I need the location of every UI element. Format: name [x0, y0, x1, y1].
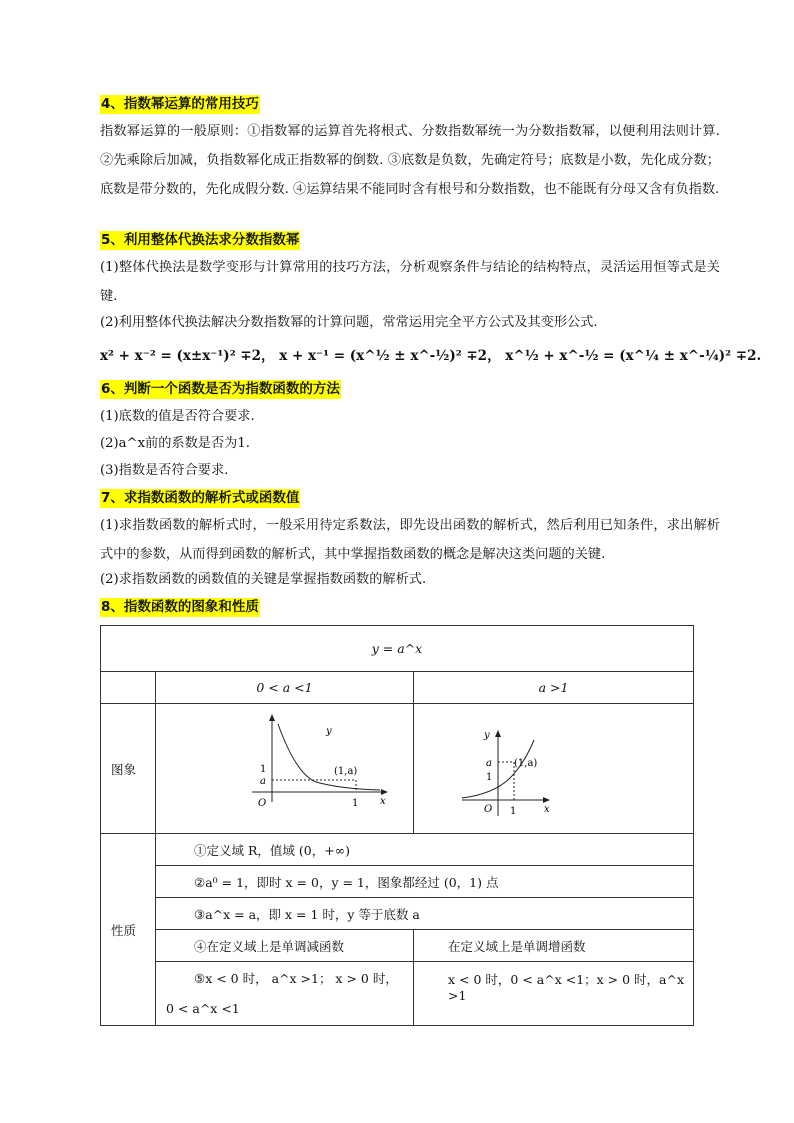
heading-4: 4、指数幂运算的常用技巧	[101, 96, 259, 112]
paragraph-7-1: (1)求指数函数的解析式时，一般采用待定系数法，即先设出函数的解析式，然后利用已知条件，求出解析式中的参数，从而得到函数的解析式，其中掌握指数函数的概念是解决这类问题的关键.	[100, 518, 720, 562]
paragraph-4: 指数幂运算的一般原则：①指数幂的运算首先将根式、分数指数幂统一为分数指数幂，以便利用法则计算. ②先乘除后加减，负指数幂化成正指数幂的倒数. ③底数是负数，先确定符号；底数是小数，先化成分数；底数是带分数的，先化成假分数. ④运算结果不能同时含有根号和分数指数，也不能既有分母又含有负指数.	[100, 124, 720, 197]
table-title: y = a^x	[101, 626, 694, 672]
row-label-properties: 性质	[101, 834, 156, 1026]
paragraph-5-2: (2)利用整体代换法解决分数指数幂的计算问题，常常运用完全平方公式及其变形公式.	[100, 315, 598, 330]
paragraph-7-2: (2)求指数函数的函数值的关键是掌握指数函数的解析式.	[100, 572, 427, 587]
graph-increasing	[414, 704, 693, 830]
graph-decreasing-cell	[156, 704, 414, 834]
x-one-label: 1	[510, 806, 517, 817]
formula-1: x² + x⁻² = (x±x⁻¹)² ∓2	[100, 348, 262, 364]
property-5-left	[156, 962, 414, 1026]
graph-decreasing	[156, 704, 413, 830]
formula-line	[100, 344, 761, 364]
y-one-label: 1	[486, 772, 493, 783]
list-item: (3)指数是否符合要求.	[100, 463, 229, 478]
list-item: (1)底数的值是否符合要求.	[100, 409, 255, 424]
property-4-left: ④在定义域上是单调减函数	[156, 930, 414, 962]
property-1: ①定义域 R，值域 (0，+∞)	[156, 834, 694, 866]
y-one-label: 1	[260, 764, 267, 775]
list-item: (2)a^x前的系数是否为1.	[100, 436, 250, 451]
row-label-graph: 图象	[101, 704, 156, 834]
property-4-right: 在定义域上是单调增函数	[414, 930, 694, 962]
col-header-decreasing: 0 < a <1	[156, 672, 414, 704]
heading-6: 6、判断一个函数是否为指数函数的方法	[101, 381, 340, 397]
table-corner	[101, 672, 156, 704]
origin-label: O	[484, 804, 493, 815]
heading-5: 5、利用整体代换法求分数指数幂	[101, 232, 300, 248]
formula-sep: ，	[261, 348, 275, 364]
paragraph-5-1: (1)整体代换法是数学变形与计算常用的技巧方法，分析观察条件与结论的结构特点，灵活运用恒等式是关键.	[100, 260, 720, 304]
y-axis-label: y	[326, 726, 332, 737]
property-5-left-line2: 0 < a^x <1	[166, 1000, 240, 1016]
x-axis-label: x	[544, 804, 550, 815]
graph-increasing-cell	[414, 704, 694, 834]
property-3: ③a^x = a，即 x = 1 时，y 等于底数 a	[156, 898, 694, 930]
property-5-left-line1: ⑤x < 0 时， a^x >1； x > 0 时，	[194, 970, 398, 986]
formula-3: x^½ + x^-½ = (x^¼ ± x^-¼)² ∓2.	[505, 348, 762, 364]
point-label: (1,a)	[334, 766, 358, 777]
origin-label: O	[258, 798, 267, 809]
y-a-label: a	[486, 758, 492, 769]
exponential-properties-table	[100, 625, 694, 1026]
heading-8: 8、指数函数的图象和性质	[101, 599, 259, 615]
formula-2: x + x⁻¹ = (x^½ ± x^-½)² ∓2	[279, 348, 488, 364]
x-axis-label: x	[380, 796, 386, 807]
point-label: (1,a)	[514, 758, 538, 769]
x-one-label: 1	[352, 798, 359, 809]
formula-sep-2: ，	[487, 348, 501, 364]
y-axis-label: y	[484, 730, 490, 741]
property-5-right: x < 0 时，0 < a^x <1；x > 0 时，a^x >1	[414, 962, 694, 1026]
col-header-increasing: a >1	[414, 672, 694, 704]
heading-7: 7、求指数函数的解析式或函数值	[101, 490, 300, 506]
y-a-label: a	[260, 776, 266, 787]
property-2: ②a⁰ = 1，即时 x = 0，y = 1，图象都经过 (0，1) 点	[156, 866, 694, 898]
